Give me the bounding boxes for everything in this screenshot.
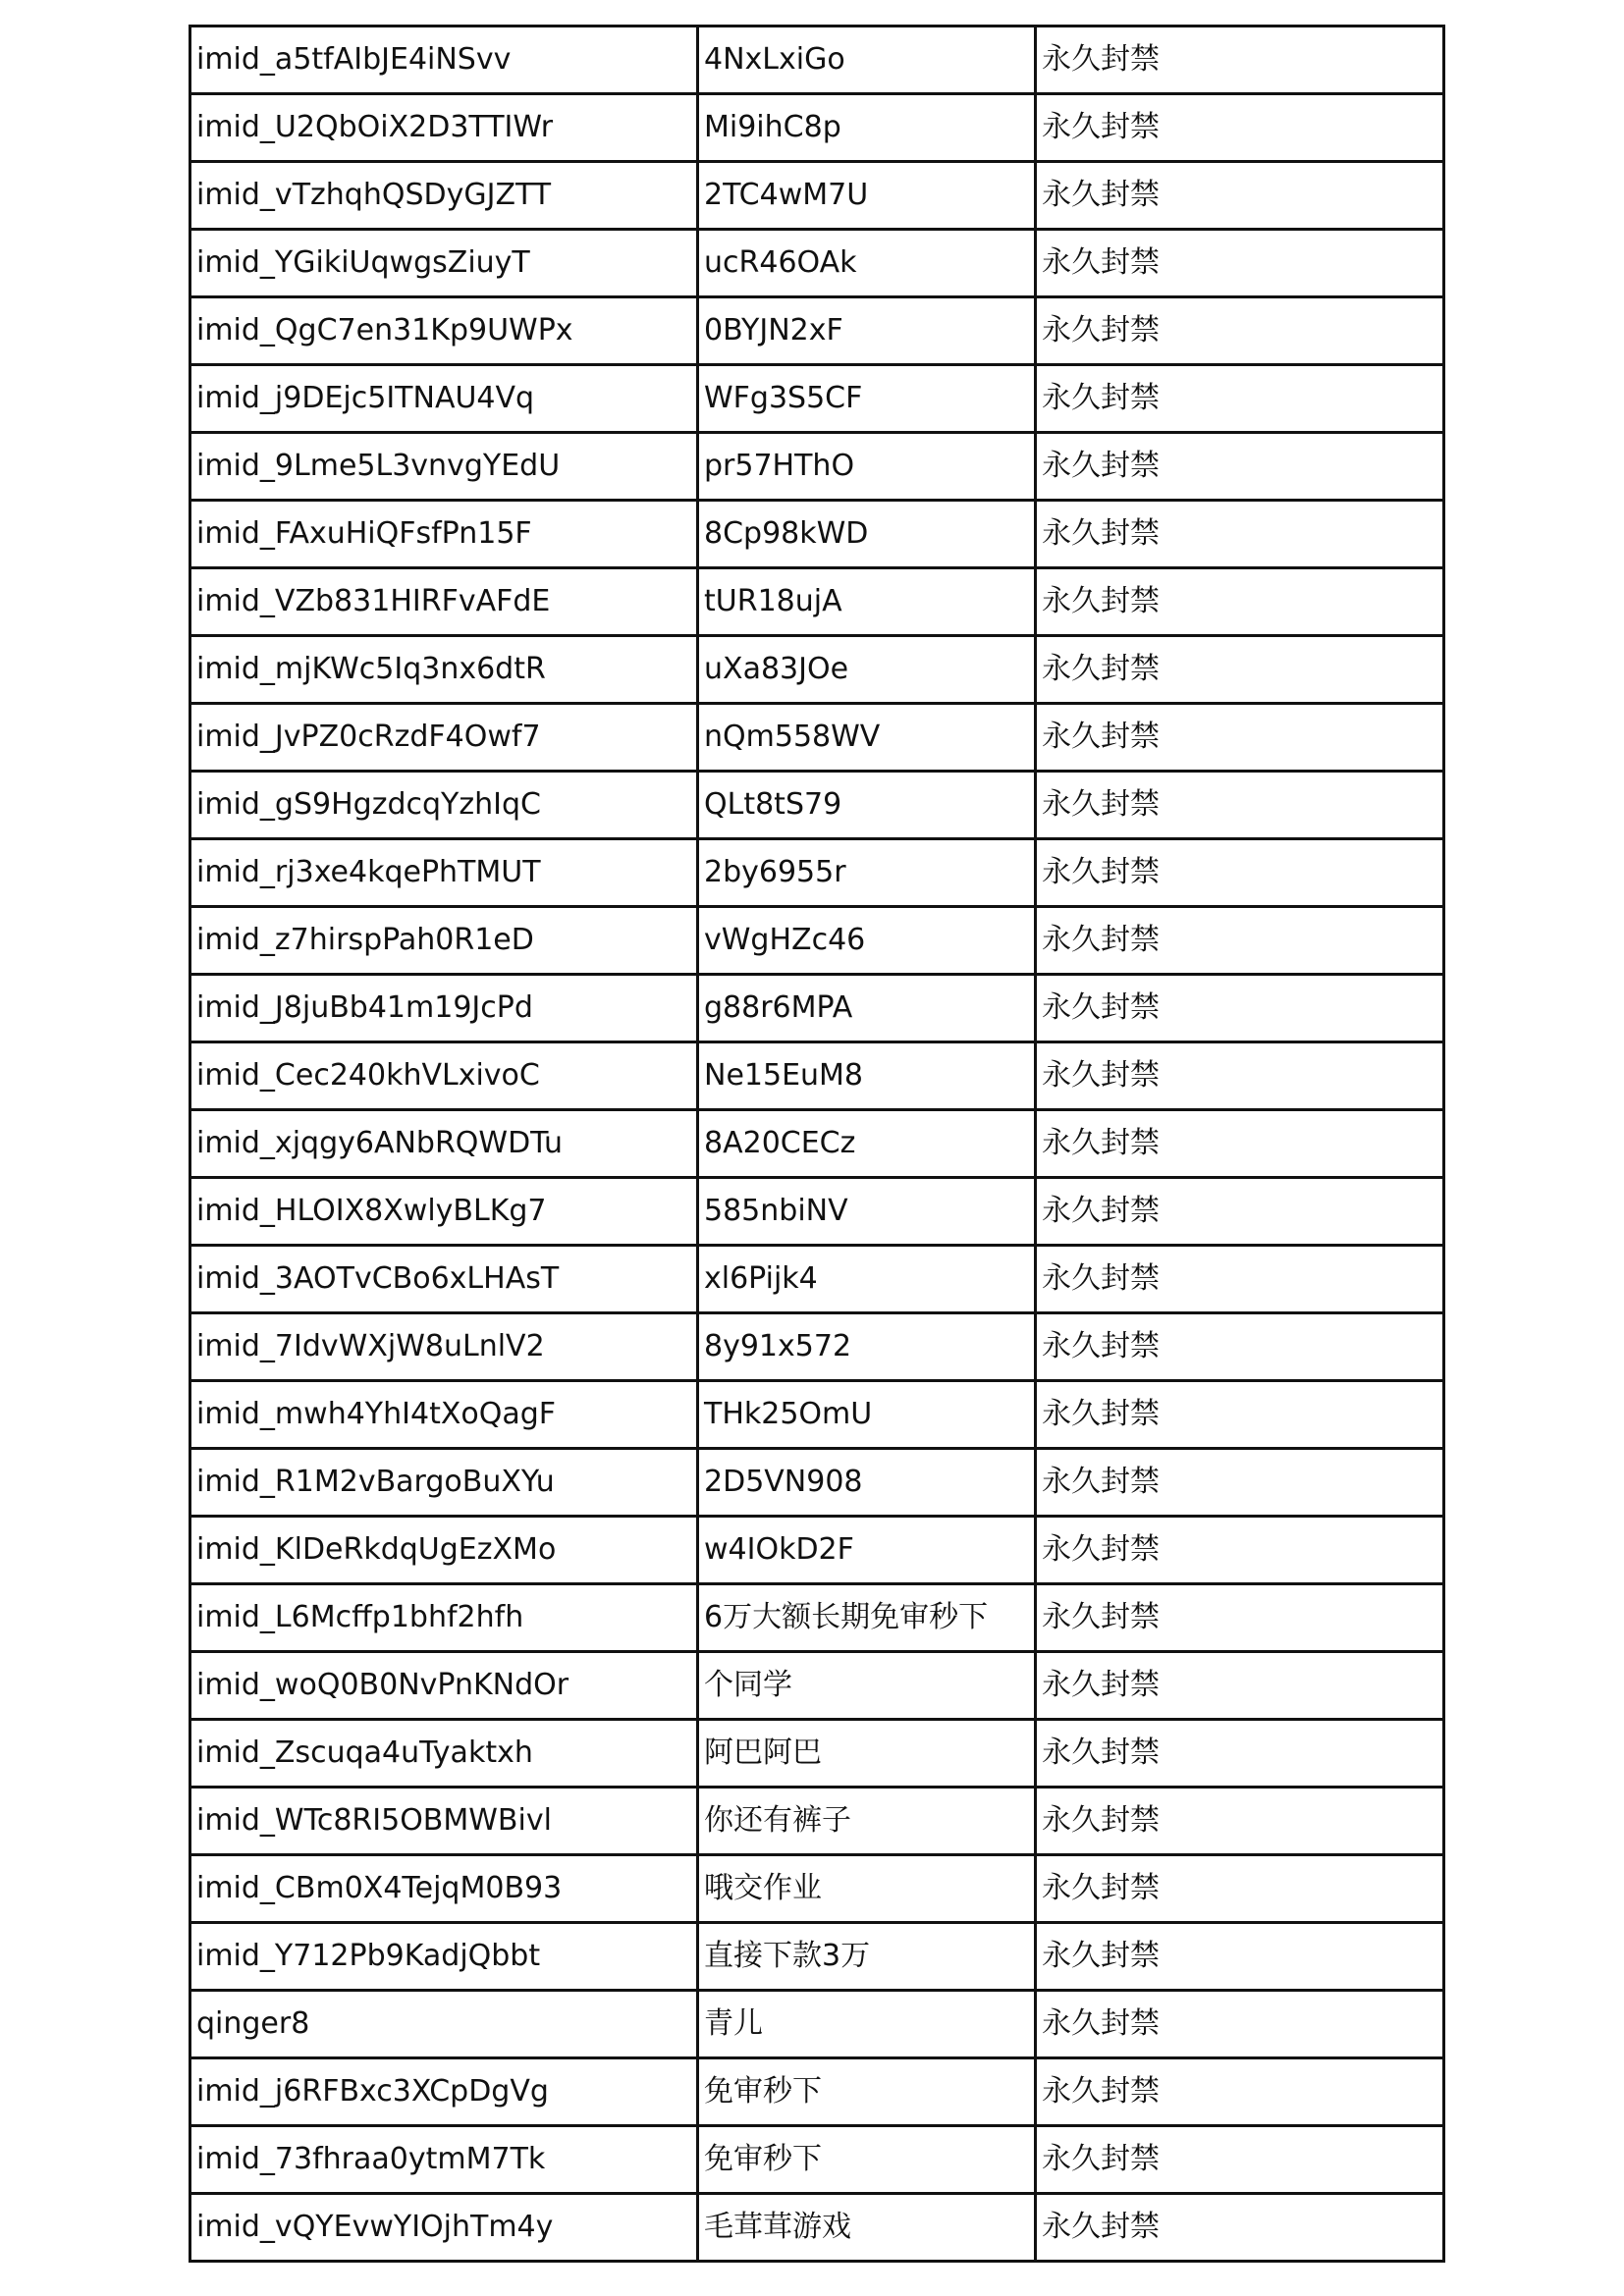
table-row: [190, 1991, 1444, 2058]
account-id-cell: imid_a5tfAIbJE4iNSvv: [190, 27, 698, 94]
ban-status-cell: 永久封禁: [1036, 1313, 1444, 1381]
account-id-cell: imid_Cec240khVLxivoC: [190, 1042, 698, 1110]
ban-status-cell: 永久封禁: [1036, 1720, 1444, 1788]
nickname-cell: 个同学: [698, 1652, 1036, 1720]
ban-status-cell: 永久封禁: [1036, 1178, 1444, 1246]
ban-status-cell: 永久封禁: [1036, 27, 1444, 94]
account-id-cell: imid_vTzhqhQSDyGJZTT: [190, 162, 698, 230]
table-row: [190, 975, 1444, 1042]
account-id-cell: imid_R1M2vBargoBuXYu: [190, 1449, 698, 1517]
account-id-cell: imid_j6RFBxc3XCpDgVg: [190, 2058, 698, 2126]
table-row: [190, 839, 1444, 907]
table-row: [190, 365, 1444, 433]
ban-status-cell: 永久封禁: [1036, 907, 1444, 975]
nickname-cell: 2by6955r: [698, 839, 1036, 907]
nickname-cell: uXa83JOe: [698, 636, 1036, 704]
table-row: [190, 1720, 1444, 1788]
nickname-cell: vWgHZc46: [698, 907, 1036, 975]
account-id-cell: imid_xjqgy6ANbRQWDTu: [190, 1110, 698, 1178]
table-row: [190, 1246, 1444, 1313]
table-row: [190, 1584, 1444, 1652]
nickname-cell: 2TC4wM7U: [698, 162, 1036, 230]
account-id-cell: imid_J8juBb41m19JcPd: [190, 975, 698, 1042]
account-id-cell: imid_9Lme5L3vnvgYEdU: [190, 433, 698, 501]
account-id-cell: imid_KlDeRkdqUgEzXMo: [190, 1517, 698, 1584]
nickname-cell: xl6Pijk4: [698, 1246, 1036, 1313]
table-row: [190, 1788, 1444, 1855]
table-row: [190, 27, 1444, 94]
ban-status-cell: 永久封禁: [1036, 1042, 1444, 1110]
nickname-cell: THk25OmU: [698, 1381, 1036, 1449]
table-row: [190, 1923, 1444, 1991]
account-id-cell: imid_VZb831HIRFvAFdE: [190, 568, 698, 636]
table-row: [190, 1652, 1444, 1720]
nickname-cell: 8y91x572: [698, 1313, 1036, 1381]
nickname-cell: 免审秒下: [698, 2126, 1036, 2194]
nickname-cell: nQm558WV: [698, 704, 1036, 772]
ban-status-cell: 永久封禁: [1036, 704, 1444, 772]
nickname-cell: 8A20CECz: [698, 1110, 1036, 1178]
nickname-cell: 哦交作业: [698, 1855, 1036, 1923]
account-id-cell: imid_j9DEjc5ITNAU4Vq: [190, 365, 698, 433]
ban-status-cell: 永久封禁: [1036, 1855, 1444, 1923]
account-id-cell: imid_L6Mcffp1bhf2hfh: [190, 1584, 698, 1652]
table-row: [190, 94, 1444, 162]
nickname-cell: 8Cp98kWD: [698, 501, 1036, 568]
ban-status-cell: 永久封禁: [1036, 839, 1444, 907]
ban-status-cell: 永久封禁: [1036, 568, 1444, 636]
table-row: [190, 1381, 1444, 1449]
ban-status-cell: 永久封禁: [1036, 1110, 1444, 1178]
nickname-cell: 青儿: [698, 1991, 1036, 2058]
table-row: [190, 2058, 1444, 2126]
ban-status-cell: 永久封禁: [1036, 1517, 1444, 1584]
account-id-cell: imid_Y712Pb9KadjQbbt: [190, 1923, 698, 1991]
account-id-cell: imid_U2QbOiX2D3TTIWr: [190, 94, 698, 162]
nickname-cell: WFg3S5CF: [698, 365, 1036, 433]
nickname-cell: 6万大额长期免审秒下: [698, 1584, 1036, 1652]
account-id-cell: imid_rj3xe4kqePhTMUT: [190, 839, 698, 907]
ban-status-cell: 永久封禁: [1036, 1449, 1444, 1517]
table-row: [190, 704, 1444, 772]
account-id-cell: imid_FAxuHiQFsfPn15F: [190, 501, 698, 568]
table-row: [190, 433, 1444, 501]
account-id-cell: imid_YGikiUqwgsZiuyT: [190, 230, 698, 297]
table-row: [190, 1178, 1444, 1246]
nickname-cell: 阿巴阿巴: [698, 1720, 1036, 1788]
nickname-cell: 直接下款3万: [698, 1923, 1036, 1991]
ban-status-cell: 永久封禁: [1036, 2194, 1444, 2262]
nickname-cell: 毛茸茸游戏: [698, 2194, 1036, 2262]
table-row: [190, 636, 1444, 704]
table-row: [190, 1313, 1444, 1381]
ban-status-cell: 永久封禁: [1036, 2058, 1444, 2126]
ban-status-cell: 永久封禁: [1036, 2126, 1444, 2194]
nickname-cell: 2D5VN908: [698, 1449, 1036, 1517]
account-id-cell: imid_WTc8RI5OBMWBivl: [190, 1788, 698, 1855]
table-row: [190, 1449, 1444, 1517]
nickname-cell: pr57HThO: [698, 433, 1036, 501]
table-body: [190, 27, 1444, 2262]
nickname-cell: tUR18ujA: [698, 568, 1036, 636]
account-id-cell: imid_vQYEvwYIOjhTm4y: [190, 2194, 698, 2262]
ban-status-cell: 永久封禁: [1036, 1923, 1444, 1991]
ban-status-cell: 永久封禁: [1036, 297, 1444, 365]
table-row: [190, 1110, 1444, 1178]
table-row: [190, 501, 1444, 568]
account-id-cell: imid_gS9HgzdcqYzhIqC: [190, 772, 698, 839]
nickname-cell: Ne15EuM8: [698, 1042, 1036, 1110]
table-row: [190, 297, 1444, 365]
account-id-cell: imid_HLOIX8XwlyBLKg7: [190, 1178, 698, 1246]
nickname-cell: 0BYJN2xF: [698, 297, 1036, 365]
account-id-cell: imid_73fhraa0ytmM7Tk: [190, 2126, 698, 2194]
account-id-cell: imid_woQ0B0NvPnKNdOr: [190, 1652, 698, 1720]
ban-status-cell: 永久封禁: [1036, 1652, 1444, 1720]
table-row: [190, 1855, 1444, 1923]
ban-status-cell: 永久封禁: [1036, 975, 1444, 1042]
table-row: [190, 907, 1444, 975]
table-row: [190, 1042, 1444, 1110]
account-id-cell: imid_7IdvWXjW8uLnlV2: [190, 1313, 698, 1381]
ban-status-cell: 永久封禁: [1036, 94, 1444, 162]
ban-status-cell: 永久封禁: [1036, 636, 1444, 704]
nickname-cell: 585nbiNV: [698, 1178, 1036, 1246]
account-id-cell: imid_mjKWc5Iq3nx6dtR: [190, 636, 698, 704]
nickname-cell: 4NxLxiGo: [698, 27, 1036, 94]
table-row: [190, 772, 1444, 839]
ban-status-cell: 永久封禁: [1036, 365, 1444, 433]
account-id-cell: imid_CBm0X4TejqM0B93: [190, 1855, 698, 1923]
ban-status-cell: 永久封禁: [1036, 1788, 1444, 1855]
ban-status-cell: 永久封禁: [1036, 230, 1444, 297]
table-row: [190, 2194, 1444, 2262]
nickname-cell: 免审秒下: [698, 2058, 1036, 2126]
ban-status-cell: 永久封禁: [1036, 1991, 1444, 2058]
nickname-cell: QLt8tS79: [698, 772, 1036, 839]
ban-status-cell: 永久封禁: [1036, 772, 1444, 839]
account-id-cell: imid_JvPZ0cRzdF4Owf7: [190, 704, 698, 772]
ban-status-cell: 永久封禁: [1036, 1381, 1444, 1449]
ban-status-cell: 永久封禁: [1036, 433, 1444, 501]
nickname-cell: g88r6MPA: [698, 975, 1036, 1042]
table-row: [190, 230, 1444, 297]
table-row: [190, 2126, 1444, 2194]
account-id-cell: imid_3AOTvCBo6xLHAsT: [190, 1246, 698, 1313]
banned-accounts-table: [189, 25, 1445, 2263]
ban-status-cell: 永久封禁: [1036, 1246, 1444, 1313]
account-id-cell: imid_Zscuqa4uTyaktxh: [190, 1720, 698, 1788]
ban-status-cell: 永久封禁: [1036, 501, 1444, 568]
ban-status-cell: 永久封禁: [1036, 1584, 1444, 1652]
table-row: [190, 162, 1444, 230]
account-id-cell: imid_z7hirspPah0R1eD: [190, 907, 698, 975]
nickname-cell: w4IOkD2F: [698, 1517, 1036, 1584]
nickname-cell: Mi9ihC8p: [698, 94, 1036, 162]
table-row: [190, 1517, 1444, 1584]
ban-status-cell: 永久封禁: [1036, 162, 1444, 230]
account-id-cell: imid_QgC7en31Kp9UWPx: [190, 297, 698, 365]
nickname-cell: 你还有裤子: [698, 1788, 1036, 1855]
account-id-cell: imid_mwh4YhI4tXoQagF: [190, 1381, 698, 1449]
account-id-cell: qinger8: [190, 1991, 698, 2058]
table-row: [190, 568, 1444, 636]
nickname-cell: ucR46OAk: [698, 230, 1036, 297]
